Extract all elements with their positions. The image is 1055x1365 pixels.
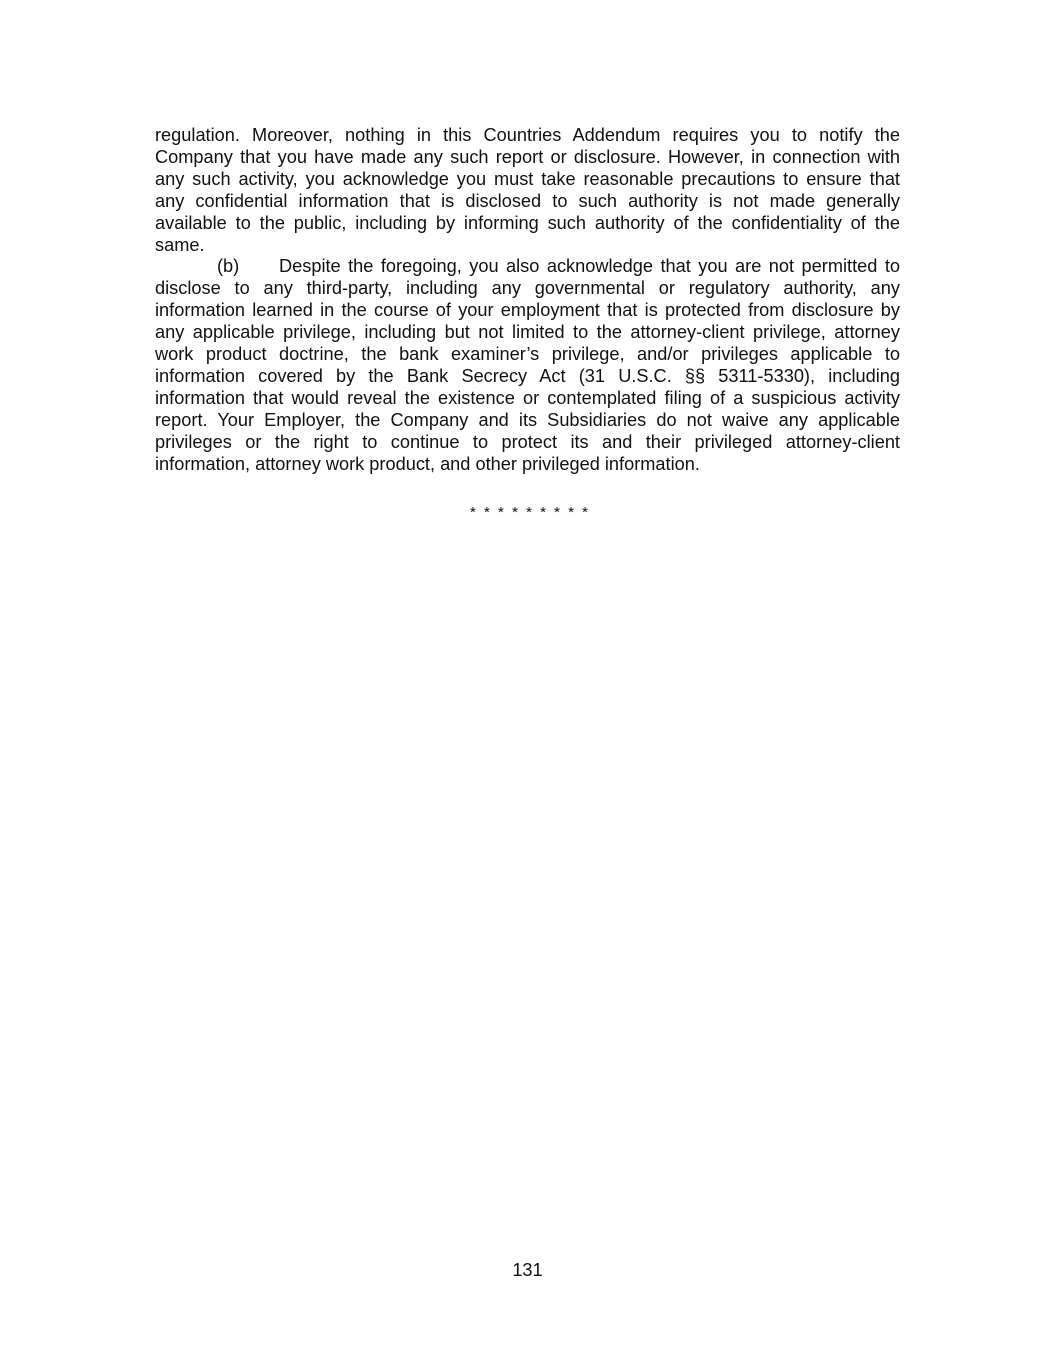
paragraph-b-text: Despite the foregoing, you also acknowledge that you are not permitted to disclose to any third-party, including any governmental or regulatory authority, any information learned in the course of your employment that is protected from disclosure by any applicable privilege, including but not limited to the attorney-client privilege, attorney work product doctrine, the bank examiner’s privilege, and/or privileges applicable to information covered by the Bank Secrecy Act (31 U.S.C. §§ 5311-5330), including information that would reveal the existence or contemplated filing of a suspicious activity report. Your Employer, the Company and its Subsidiaries do not waive any applicable privileges or the right to continue to protect its and their privileged attorney-client information, attorney work product, and other privileged information.: [155, 256, 900, 474]
document-body: [155, 125, 900, 476]
section-separator: [0, 503, 1055, 523]
paragraph-b-marker: (b): [217, 256, 240, 277]
page-number: 131: [512, 1260, 543, 1280]
paragraph-continuation: regulation. Moreover, nothing in this Countries Addendum requires you to notify the Company that you have made any such report or disclosure. However, in connection with any such activity, you acknowledge you must take reasonable precautions to ensure that any confidential information that is disclosed to such authority is not made generally available to the public, including by informing such authority of the confidentiality of the same.: [155, 125, 900, 255]
paragraph-b: [155, 256, 900, 475]
separator-asterisks: * * * * * * * * *: [470, 504, 588, 521]
